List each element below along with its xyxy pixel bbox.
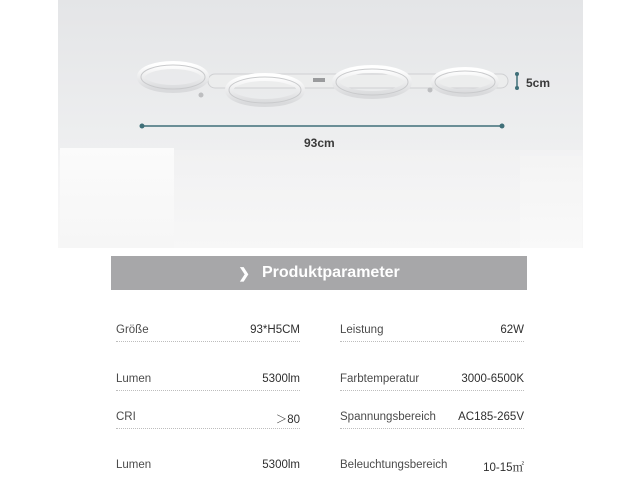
width-label: 93cm: [304, 136, 335, 150]
table-row: [111, 373, 527, 389]
height-label: 5cm: [526, 76, 551, 90]
table-row: [111, 324, 527, 340]
dotted-divider: [340, 341, 524, 342]
param-value: ＞80: [275, 414, 300, 426]
table-row: [111, 459, 527, 475]
param-value: 93*H5CM: [250, 324, 300, 336]
param-label: Farbtemperatur: [340, 373, 420, 385]
chevron-down-icon: ❯: [238, 264, 250, 281]
dotted-divider: [116, 390, 300, 391]
param-value: AC185-265V: [458, 411, 524, 423]
param-label: Lumen: [116, 373, 152, 385]
param-label: Beleuchtungsbereich: [340, 459, 448, 471]
table-title: Produktparameter: [261, 264, 400, 281]
param-label: Lumen: [116, 459, 152, 471]
param-label: Größe: [116, 324, 149, 336]
param-label: Spannungsbereich: [340, 411, 436, 423]
dotted-divider: [340, 428, 524, 429]
dotted-divider: [116, 428, 300, 429]
param-value: 5300lm: [262, 373, 300, 385]
table-row: [111, 411, 527, 427]
param-label: Leistung: [340, 324, 384, 336]
param-value: 3000-6500K: [461, 373, 524, 385]
parameter-table: [111, 256, 527, 480]
param-value: 5300lm: [262, 459, 300, 471]
param-value: 62W: [500, 324, 524, 336]
product-photo: [58, 0, 583, 248]
param-value: 10-15㎡: [483, 462, 524, 474]
param-label: CRI: [116, 411, 136, 423]
dotted-divider: [340, 390, 524, 391]
ceiling-lamp: [58, 0, 583, 248]
dotted-divider: [116, 341, 300, 342]
table-header: [111, 256, 527, 290]
